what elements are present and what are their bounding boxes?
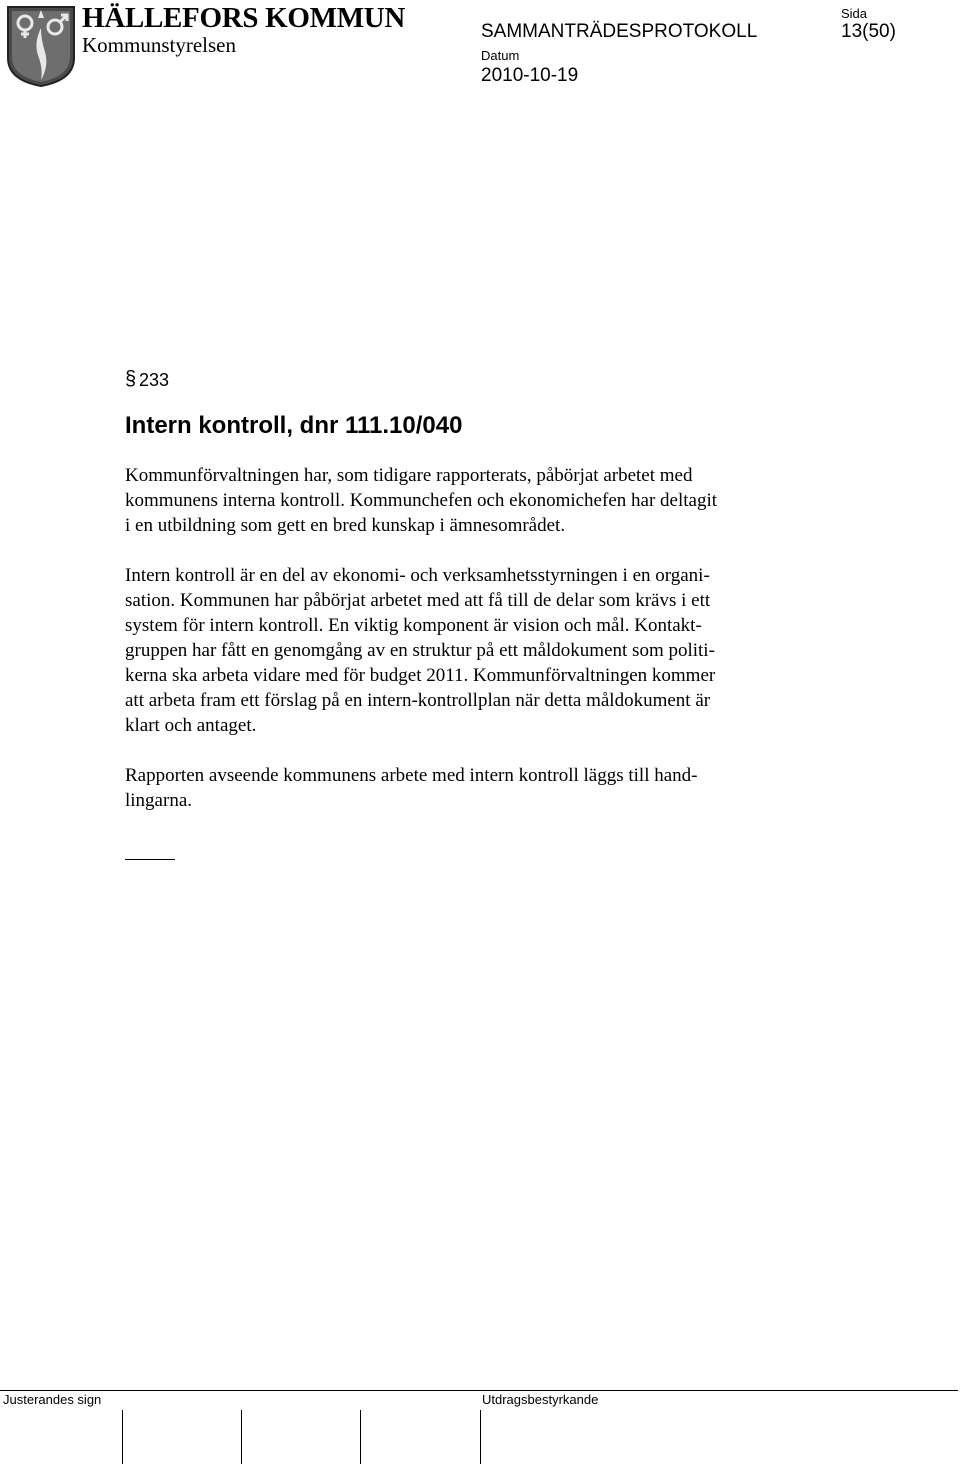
date-value: 2010-10-19 <box>481 65 579 86</box>
signature-box-divider <box>360 1410 361 1464</box>
hallefors-coat-of-arms-logo <box>5 4 77 88</box>
body-line: kerna ska arbeta vidare med för budget 2011. Kommunförvaltningen kommer <box>125 665 716 686</box>
organization-department: Kommunstyrelsen <box>82 33 236 57</box>
page-number: 13(50) <box>841 21 896 42</box>
body-line: Kommunförvaltningen har, som tidigare rapporterats, påbörjat arbetet med <box>125 465 693 486</box>
signature-box-divider <box>480 1410 481 1464</box>
section-sign-icon <box>125 367 135 389</box>
body-line: i en utbildning som gett en bred kunskap i ämnesområdet. <box>125 515 566 536</box>
section-body <box>125 463 825 838</box>
utdragsbestyrkande-label: Utdragsbestyrkande <box>482 1392 599 1407</box>
body-line: Rapporten avseende kommunens arbete med intern kontroll läggs till hand- <box>125 765 698 786</box>
body-line: att arbeta fram ett förslag på en intern-kontrollplan när detta måldokument är <box>125 690 711 711</box>
svg-text:§: § <box>125 368 137 390</box>
footer-divider <box>0 1390 958 1391</box>
justerandes-sign-label: Justerandes sign <box>3 1392 102 1407</box>
body-line: system för intern kontroll. En viktig komponent är vision och mål. Kontakt- <box>125 615 702 636</box>
body-line: gruppen har fått en genomgång av en struktur på ett måldokument som politi- <box>125 640 715 661</box>
signature-box-divider <box>122 1410 123 1464</box>
body-line: lingarna. <box>125 790 193 811</box>
body-line: Intern kontroll är en del av ekonomi- och verksamhetsstyrningen i en organi- <box>125 565 710 586</box>
organization-name: HÄLLEFORS KOMMUN <box>82 2 406 34</box>
date-label: Datum <box>481 48 520 63</box>
body-line: kommunens interna kontroll. Kommunchefen och ekonomichefen har deltagit <box>125 490 717 511</box>
body-line: klart och antaget. <box>125 715 257 736</box>
page-label: Sida <box>841 6 868 21</box>
section-end-rule <box>125 859 175 860</box>
document-type: SAMMANTRÄDESPROTOKOLL <box>481 21 758 42</box>
body-paragraph <box>125 463 825 538</box>
section-title: Intern kontroll, dnr 111.10/040 <box>125 412 463 439</box>
paragraph-number-value: 233 <box>139 370 170 390</box>
body-paragraph <box>125 563 825 738</box>
body-paragraph <box>125 763 825 813</box>
paragraph-number <box>125 367 169 392</box>
signature-box-divider <box>241 1410 242 1464</box>
body-line: sation. Kommunen har påbörjat arbetet med att få till de delar som krävs i ett <box>125 590 711 611</box>
